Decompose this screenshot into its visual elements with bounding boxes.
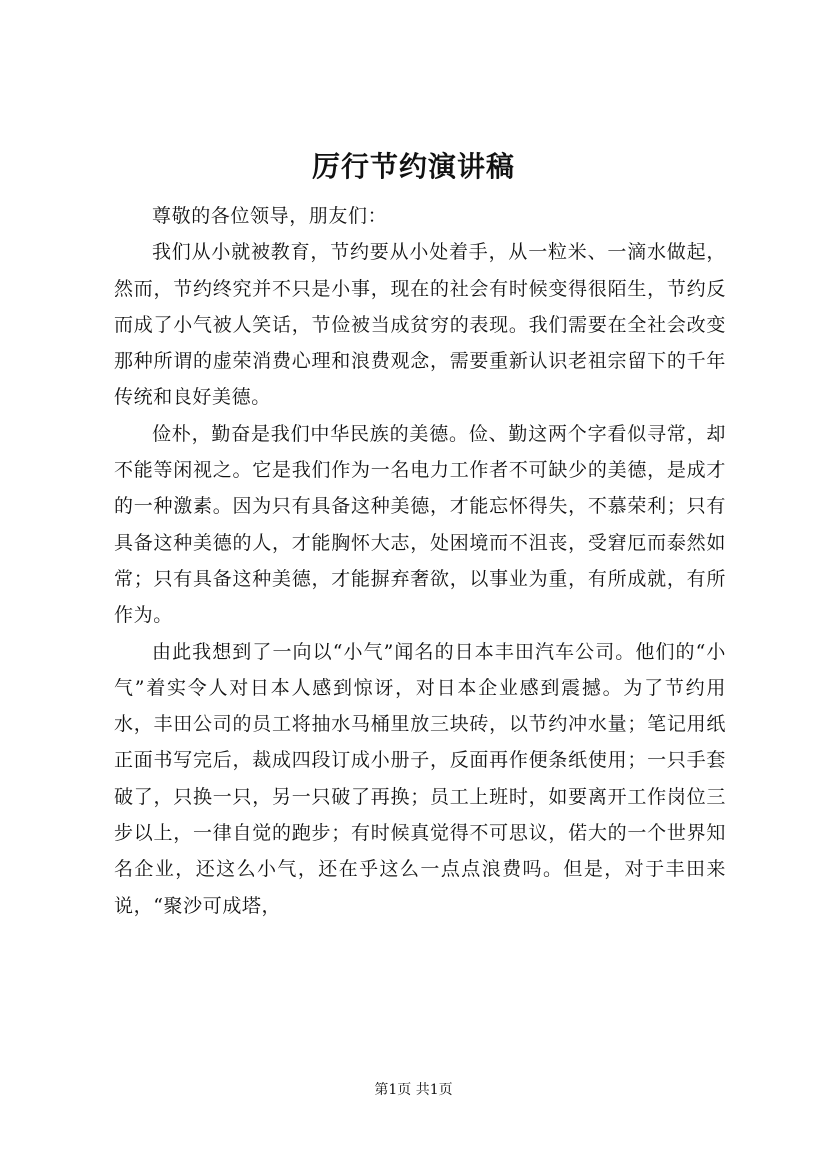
paragraph: 俭朴，勤奋是我们中华民族的美德。俭、勤这两个字看似寻常，却不能等闲视之。它是我们作为一名电力工作者不可缺少的美德，是成才的一种激素。因为只有具备这种美德，才能忘怀得失，不慕荣利；只有具备这种美德的人，才能胸怀大志，处困境而不沮丧，受窘厄而泰然如常；只有具备这种美德，才能摒弃奢欲，以事业为重，有所成就，有所作为。: [114, 422, 726, 627]
paragraph: 由此我想到了一向以“小气”闻名的日本丰田汽车公司。他们的“小气”着实令人对日本人感到惊讶，对日本企业感到震撼。为了节约用水，丰田公司的员工将抽水马桶里放三块砖，以节约冲水量；笔记用纸正面书写完后，裁成四段订成小册子，反面再作便条纸使用；一只手套破了，只换一只，另一只破了再换；员工上班时，如要离开工作岗位三步以上，一律自觉的跑步；有时候真觉得不可思议，偌大的一个世界知名企业，还这么小气，还在乎这么一点点浪费吗。但是，对于丰田来说，“聚沙可成塔，: [114, 640, 726, 917]
document-title: 厉行节约演讲稿: [311, 150, 515, 183]
paragraph-salutation: 尊敬的各位领导，朋友们：: [152, 205, 388, 227]
paragraph: 我们从小就被教育，节约要从小处着手，从一粒米、一滴水做起，然而，节约终究并不只是小事，现在的社会有时候变得很陌生，节约反而成了小气被人笑话，节俭被当成贫穷的表现。我们需要在全社会改变那种所谓的虚荣消费心理和浪费观念，需要重新认识老祖宗留下的千年传统和良好美德。: [114, 241, 726, 409]
document-body: [114, 198, 726, 924]
page-number-footer: 第1页 共1页: [374, 1082, 453, 1098]
